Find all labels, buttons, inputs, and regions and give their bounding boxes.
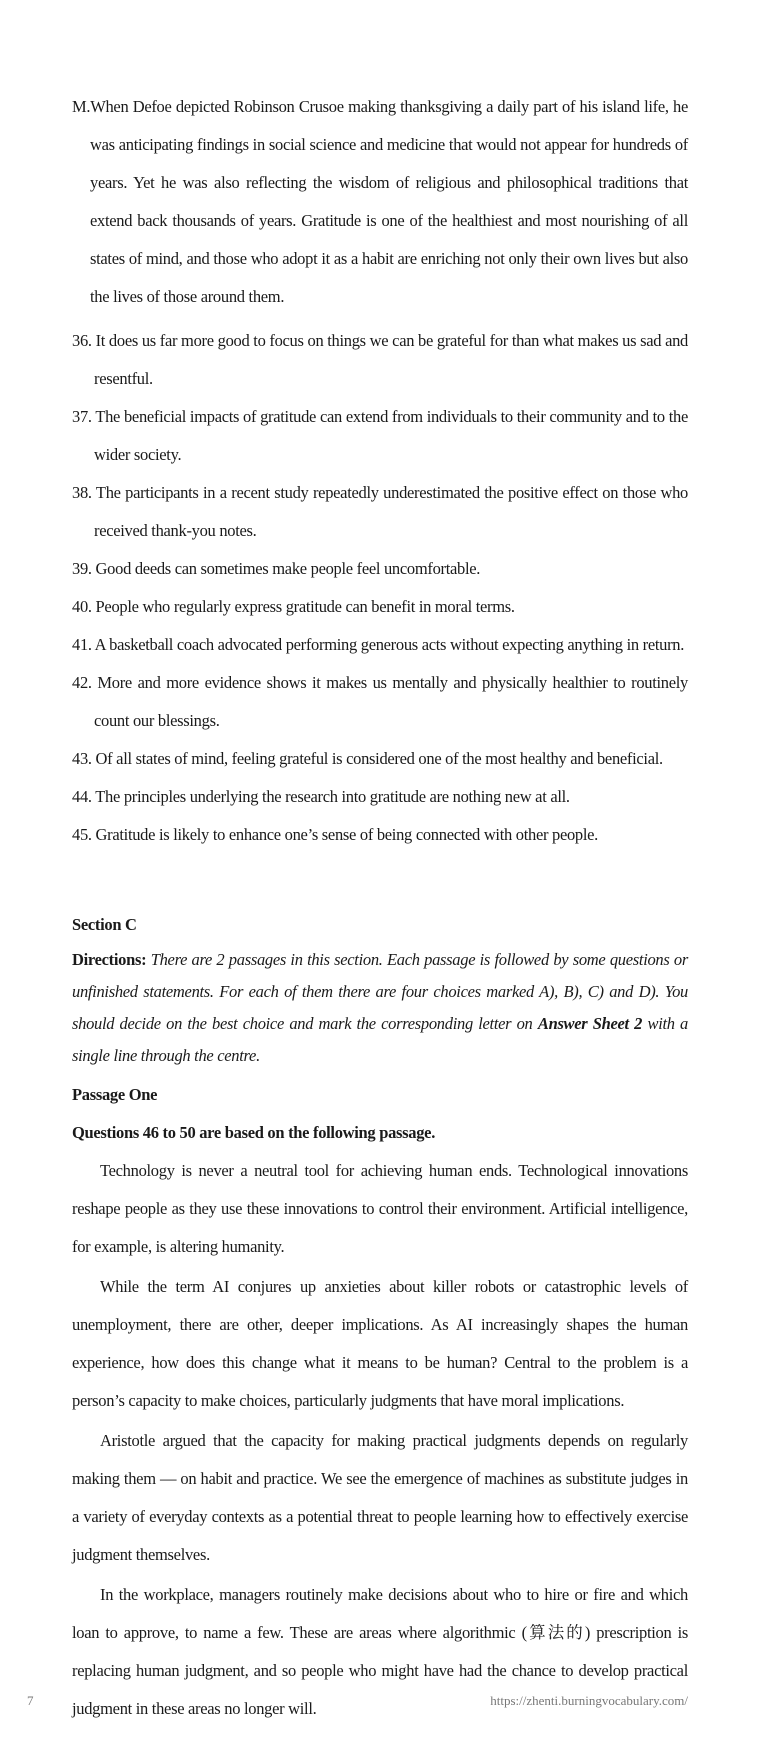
section-spacer <box>72 854 688 906</box>
answer-sheet-label: Answer Sheet 2 <box>537 1014 643 1033</box>
directions-text-2: with a single line through the centre. <box>72 1014 689 1065</box>
question-45: 45. Gratitude is likely to enhance one’s sense of being connected with other people. <box>72 825 599 844</box>
directions-text-1: There are 2 passages in this section. Each passage is followed by some questions or unfinished statements. For each of them there are four choices marked A), B), C) and D). You should decide on the best choice and mark the corresponding letter on <box>72 950 688 1033</box>
question-41: 41. A basketball coach advocated performing generous acts without expecting anything in return. <box>72 635 685 654</box>
passage-subtitle: Questions 46 to 50 are based on the following passage. <box>72 1123 436 1142</box>
passage-paragraph-3: Aristotle argued that the capacity for making practical judgments depends on regularly making them — on habit and practice. We see the emergence of machines as substitute judges in a variety of everyday contexts as a potential threat to people learning how to effectively exercise judgment themselves. <box>72 1431 688 1564</box>
question-list <box>72 322 688 854</box>
question-36: 36. It does us far more good to focus on things we can be grateful for than what makes us sad and resentful. <box>72 331 688 388</box>
section-c-directions <box>72 944 688 1072</box>
question-44: 44. The principles underlying the research into gratitude are nothing new at all. <box>72 787 570 806</box>
question-39: 39. Good deeds can sometimes make people feel uncomfortable. <box>72 559 481 578</box>
question-43: 43. Of all states of mind, feeling grateful is considered one of the most healthy and beneficial. <box>72 749 663 768</box>
passage-paragraph-2: While the term AI conjures up anxieties about killer robots or catastrophic levels of unemployment, there are other, deeper implications. As AI increasingly shapes the human experience, how does this change what it means to be human? Central to the problem is a person’s capacity to make choices, particularly judgments that have moral implications. <box>72 1277 688 1410</box>
passage-paragraph-4: In the workplace, managers routinely make decisions about who to hire or fire and which loan to approve, to name a few. These are areas where algorithmic (算法的) prescription is replacing human judgment, and so people who might have had the chance to develop practical judgment in these areas no longer will. <box>72 1585 688 1718</box>
passage-paragraph-1: Technology is never a neutral tool for achieving human ends. Technological innovations reshape people as they use these innovations to control their environment. Artificial intelligence, for example, is altering humanity. <box>72 1161 688 1256</box>
paragraph-m: M.When Defoe depicted Robinson Crusoe making thanksgiving a daily part of his island life, he was anticipating findings in social science and medicine that would not appear for hundreds of years. Yet he was also reflecting the wisdom of religious and philosophical traditions that extend back thousands of years. Gratitude is one of the healthiest and most nourishing of all states of mind, and those who adopt it as a habit are enriching not only their own lives but also the lives of those around them. <box>72 97 688 306</box>
question-37: 37. The beneficial impacts of gratitude can extend from individuals to their community and to the wider society. <box>72 407 688 464</box>
document-page <box>72 88 688 1730</box>
section-c-title: Section C <box>72 915 137 934</box>
question-42: 42. More and more evidence shows it makes us mentally and physically healthier to routinely count our blessings. <box>72 673 688 730</box>
page-footer <box>0 1693 760 1717</box>
footer-url[interactable]: https://zhenti.burningvocabulary.com/ <box>490 1693 688 1708</box>
directions-label: Directions: <box>72 950 147 969</box>
passage-title: Passage One <box>72 1085 158 1104</box>
question-40: 40. People who regularly express gratitude can benefit in moral terms. <box>72 597 515 616</box>
question-38: 38. The participants in a recent study repeatedly underestimated the positive effect on those who received thank-you notes. <box>72 483 688 540</box>
page-number: 7 <box>27 1693 34 1708</box>
